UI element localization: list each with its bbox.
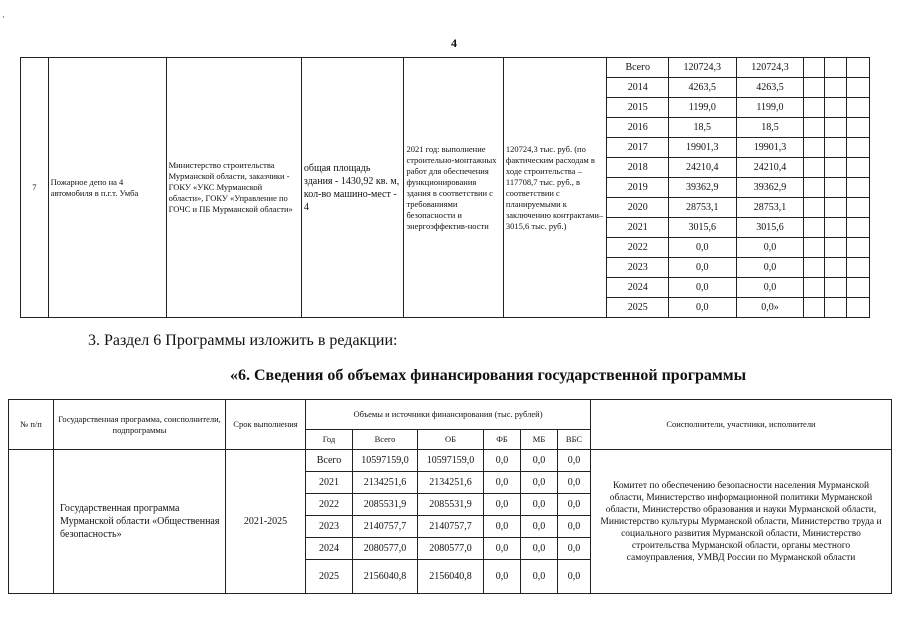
value-cell: 28753,1 [668, 198, 736, 218]
ob-cell: 10597159,0 [418, 450, 484, 472]
mb-cell: 0,0 [521, 560, 558, 594]
value-cell: 3015,6 [736, 218, 804, 238]
ob-cell: 2140757,7 [418, 516, 484, 538]
empty-cell [804, 278, 825, 298]
empty-cell [804, 198, 825, 218]
value-cell: 18,5 [668, 118, 736, 138]
empty-cell [824, 78, 847, 98]
year-cell: 2024 [607, 278, 669, 298]
empty-cell [824, 118, 847, 138]
year-cell: 2025 [607, 298, 669, 318]
fb-cell: 0,0 [484, 494, 521, 516]
value-cell: 0,0 [668, 298, 736, 318]
mb-cell: 0,0 [521, 538, 558, 560]
year-cell: Всего [607, 58, 669, 78]
vbs-cell: 0,0 [558, 560, 591, 594]
empty-cell [824, 298, 847, 318]
year-cell: 2020 [607, 198, 669, 218]
header-fb: ФБ [484, 430, 521, 450]
value-cell: 0,0 [668, 278, 736, 298]
capacity: общая площадь здания - 1430,92 кв. м, кол-во машино-мест - 4 [301, 58, 404, 318]
year-cell: Всего [306, 450, 353, 472]
empty-cell [847, 298, 870, 318]
empty-cell [804, 238, 825, 258]
value-cell: 4263,5 [668, 78, 736, 98]
empty-cell [824, 238, 847, 258]
fb-cell: 0,0 [484, 450, 521, 472]
value-cell: 0,0 [736, 258, 804, 278]
table-row [21, 58, 870, 78]
header-vbs: ВБС [558, 430, 591, 450]
total-cell: 2085531,9 [353, 494, 418, 516]
empty-cell [804, 118, 825, 138]
empty-cell [847, 258, 870, 278]
value-cell: 0,0 [736, 278, 804, 298]
vbs-cell: 0,0 [558, 538, 591, 560]
empty-cell [847, 178, 870, 198]
empty-cell [824, 58, 847, 78]
executors: Комитет по обеспечению безопасности населения Мурманской области, Министерство информационной политики Мурманской области, Министерство образования и науки Мурманской области, Министерство культуры Мурманской области, Министерство труда и социального развития Мурманской области, Министерство строительства Мурманской области, органы местного самоуправления, УМВД России по Мурманской области [591, 450, 892, 594]
mb-cell: 0,0 [521, 472, 558, 494]
empty-cell [804, 138, 825, 158]
value-cell: 0,0» [736, 298, 804, 318]
mb-cell: 0,0 [521, 516, 558, 538]
year-cell: 2022 [607, 238, 669, 258]
empty-cell [847, 218, 870, 238]
value-cell: 18,5 [736, 118, 804, 138]
empty-cell [847, 278, 870, 298]
fb-cell: 0,0 [484, 472, 521, 494]
work-description: 2021 год: выполнение строительно-монтажных работ для обеспечения функционирования здания в соответствии с требованиями безопасности и энергоэффектив-ности [404, 58, 503, 318]
value-cell: 39362,9 [668, 178, 736, 198]
value-cell: 39362,9 [736, 178, 804, 198]
empty-cell [824, 98, 847, 118]
value-cell: 1199,0 [668, 98, 736, 118]
empty-cell [824, 138, 847, 158]
empty-cell [804, 218, 825, 238]
empty-cell [824, 278, 847, 298]
header-funding: Объемы и источники финансирования (тыс. рублей) [306, 400, 591, 430]
year-cell: 2016 [607, 118, 669, 138]
empty-cell [847, 198, 870, 218]
header-total: Всего [353, 430, 418, 450]
fb-cell: 0,0 [484, 516, 521, 538]
year-cell: 2015 [607, 98, 669, 118]
empty-cell [824, 258, 847, 278]
page-number: 4 [451, 36, 457, 50]
term: 2021-2025 [226, 450, 306, 594]
vbs-cell: 0,0 [558, 516, 591, 538]
object-name: Пожарное депо на 4 автомобиля в п.г.т. Умба [48, 58, 166, 318]
section-text: 3. Раздел 6 Программы изложить в редакции: [88, 332, 398, 349]
value-cell: 0,0 [668, 238, 736, 258]
mb-cell: 0,0 [521, 494, 558, 516]
total-cell: 2140757,7 [353, 516, 418, 538]
value-cell: 19901,3 [736, 138, 804, 158]
year-cell: 2019 [607, 178, 669, 198]
row-number-empty [9, 450, 54, 594]
empty-cell [847, 98, 870, 118]
empty-cell [804, 178, 825, 198]
vbs-cell: 0,0 [558, 472, 591, 494]
value-cell: 120724,3 [736, 58, 804, 78]
value-cell: 0,0 [668, 258, 736, 278]
cost-description: 120724,3 тыс. руб. (по фактическим расходам в ходе строительства – 117708,7 тыс. руб., в соответствии с планируемыми к заключению контрактами– 3015,6 тыс. руб.) [503, 58, 607, 318]
year-cell: 2017 [607, 138, 669, 158]
empty-cell [804, 258, 825, 278]
empty-cell [847, 138, 870, 158]
vbs-cell: 0,0 [558, 450, 591, 472]
year-cell: 2024 [306, 538, 353, 560]
year-cell: 2021 [607, 218, 669, 238]
empty-cell [824, 198, 847, 218]
year-cell: 2022 [306, 494, 353, 516]
empty-cell [804, 158, 825, 178]
value-cell: 120724,3 [668, 58, 736, 78]
section-title: «6. Сведения об объемах финансирования государственной программы [230, 367, 747, 384]
year-cell: 2023 [607, 258, 669, 278]
construction-table [20, 57, 870, 318]
empty-cell [804, 78, 825, 98]
vbs-cell: 0,0 [558, 494, 591, 516]
empty-cell [824, 158, 847, 178]
ob-cell: 2080577,0 [418, 538, 484, 560]
header-term: Срок выполнения [226, 400, 306, 450]
header-mb: МБ [521, 430, 558, 450]
empty-cell [847, 118, 870, 138]
value-cell: 19901,3 [668, 138, 736, 158]
ob-cell: 2156040,8 [418, 560, 484, 594]
year-cell: 2025 [306, 560, 353, 594]
table-row [9, 450, 892, 472]
empty-cell [824, 218, 847, 238]
total-cell: 2134251,6 [353, 472, 418, 494]
program-name: Государственная программа Мурманской области «Общественная безопасность» [54, 450, 226, 594]
value-cell: 4263,5 [736, 78, 804, 98]
value-cell: 0,0 [736, 238, 804, 258]
customer: Министерство строительства Мурманской области, заказчики - ГОКУ «УКС Мурманской области», ГОКУ «Управление по ГОЧС и ПБ Мурманской области» [166, 58, 301, 318]
value-cell: 24210,4 [736, 158, 804, 178]
scan-mark: · [2, 12, 5, 22]
year-cell: 2018 [607, 158, 669, 178]
empty-cell [804, 98, 825, 118]
value-cell: 1199,0 [736, 98, 804, 118]
ob-cell: 2134251,6 [418, 472, 484, 494]
empty-cell [847, 78, 870, 98]
empty-cell [824, 178, 847, 198]
total-cell: 2080577,0 [353, 538, 418, 560]
mb-cell: 0,0 [521, 450, 558, 472]
row-number: 7 [21, 58, 49, 318]
financing-table [8, 399, 892, 594]
fb-cell: 0,0 [484, 538, 521, 560]
empty-cell [804, 58, 825, 78]
fb-cell: 0,0 [484, 560, 521, 594]
year-cell: 2023 [306, 516, 353, 538]
ob-cell: 2085531,9 [418, 494, 484, 516]
total-cell: 10597159,0 [353, 450, 418, 472]
value-cell: 28753,1 [736, 198, 804, 218]
year-cell: 2014 [607, 78, 669, 98]
header-ob: ОБ [418, 430, 484, 450]
header-program: Государственная программа, соисполнители, подпрограммы [54, 400, 226, 450]
empty-cell [847, 58, 870, 78]
header-year: Год [306, 430, 353, 450]
header-no: № п/п [9, 400, 54, 450]
empty-cell [847, 158, 870, 178]
empty-cell [804, 298, 825, 318]
value-cell: 3015,6 [668, 218, 736, 238]
header-executors: Соисполнители, участники, исполнители [591, 400, 892, 450]
total-cell: 2156040,8 [353, 560, 418, 594]
empty-cell [847, 238, 870, 258]
value-cell: 24210,4 [668, 158, 736, 178]
year-cell: 2021 [306, 472, 353, 494]
